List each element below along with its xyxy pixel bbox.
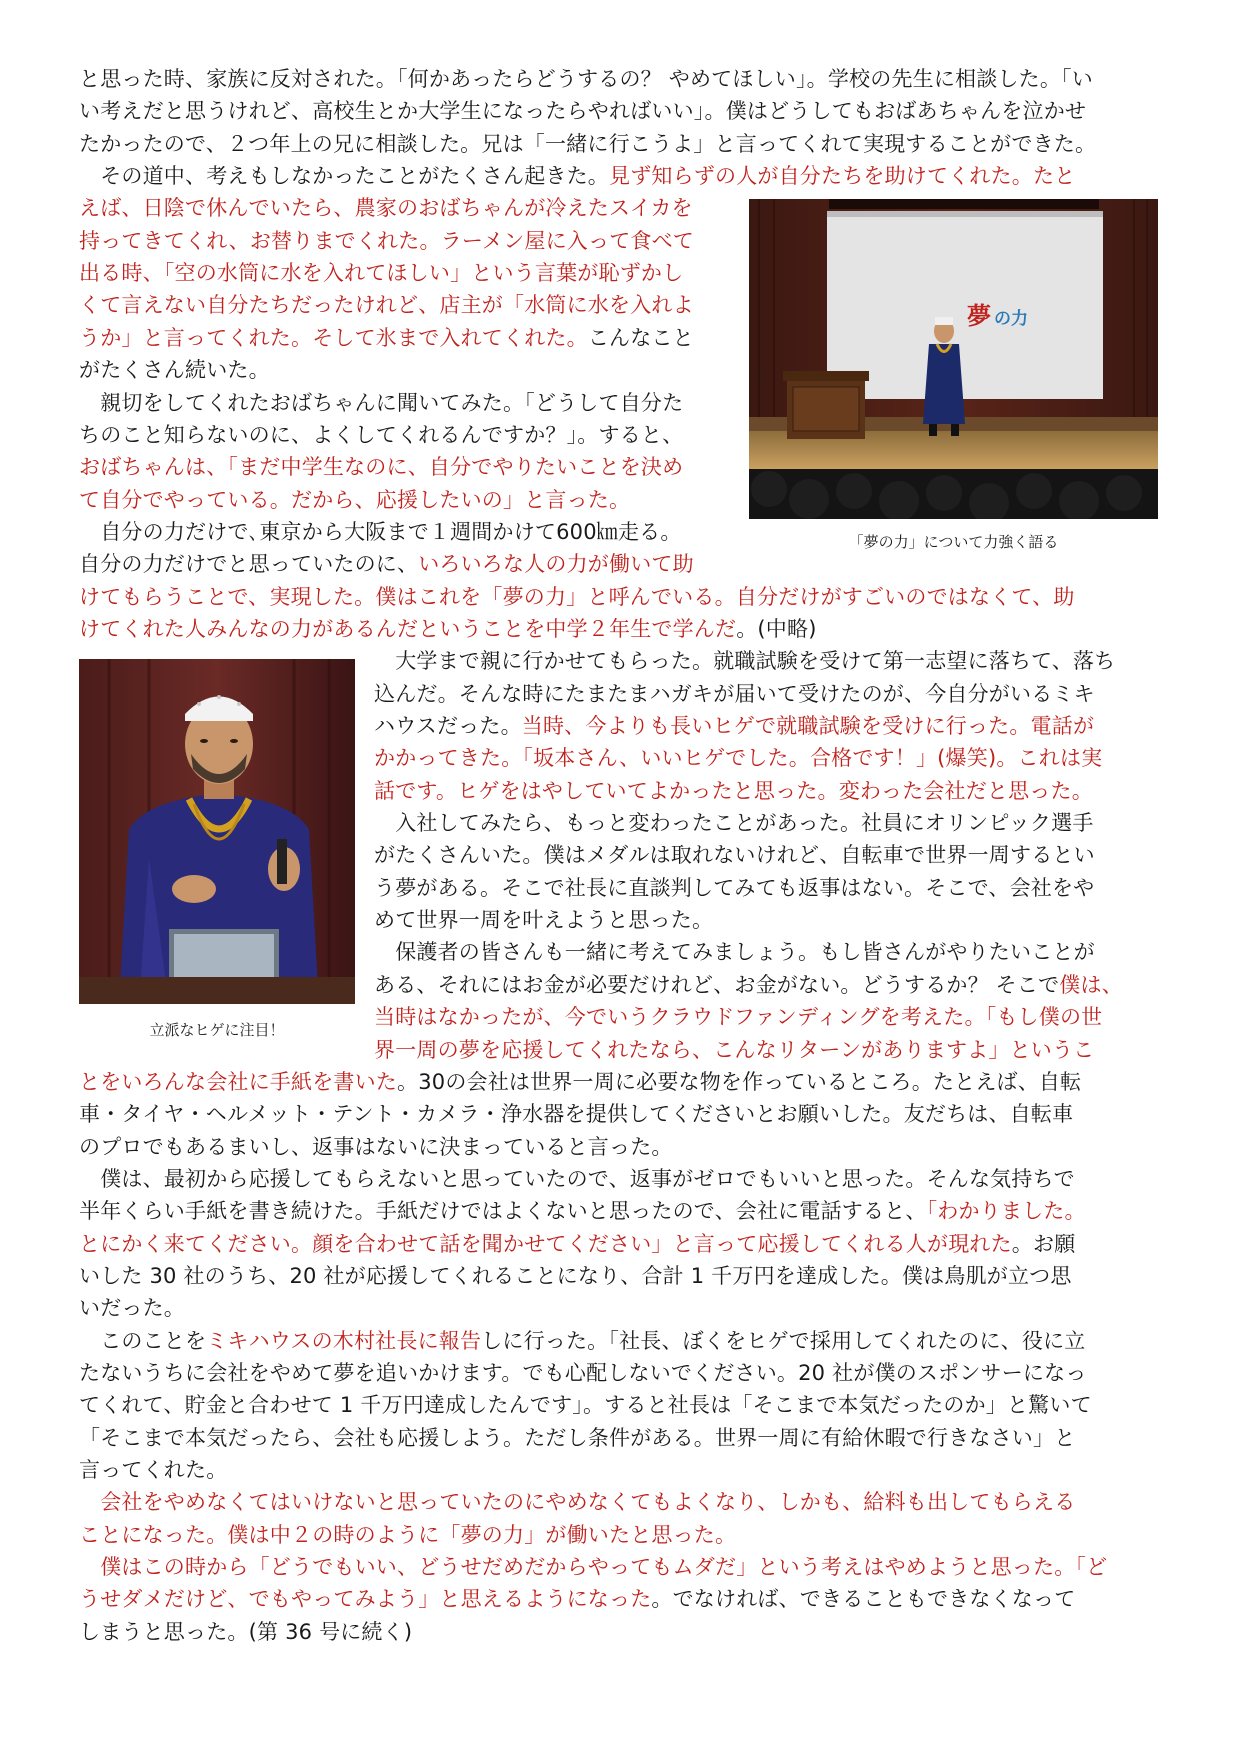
highlighted-text: うせダメだけど、でもやってみよう」と思えるようになった bbox=[79, 1587, 652, 1612]
highlighted-text: ミキハウスの木村社長に報告 bbox=[206, 1328, 482, 1353]
body-text: たないうちに会社をやめて夢を追いかけます。でも心配しないでください。20 社が僕のスポンサーになっ bbox=[79, 1361, 1087, 1385]
body-text: 大学まで親に行かせてもらった。就職試験を受けて第一志望に落ちて、落ち bbox=[374, 649, 1116, 674]
body-text: ある、それにはお金が必要だけれど、お金がない。どうするか？ そこで bbox=[374, 972, 1060, 997]
text-line bbox=[374, 775, 1093, 807]
portrait-photo-caption: 立派なヒゲに注目！ bbox=[149, 1021, 285, 1039]
highlighted-text: ことになった。僕は中２の時のように「夢の力」が働いたと思った。 bbox=[79, 1522, 737, 1547]
highlighted-text: 界一周の夢を応援してくれたなら、こんなリターンがありますよ」というこ bbox=[374, 1037, 1095, 1062]
speaker-portrait-photo bbox=[79, 659, 355, 1004]
text-line bbox=[374, 1034, 1094, 1066]
text-line bbox=[79, 1098, 1073, 1130]
lecture-photo-caption: 「夢の力」について力強く語る bbox=[848, 533, 1059, 551]
body-text: その道中、考えもしなかったことがたくさん起きた。 bbox=[79, 164, 609, 189]
body-text: 「そこまで本気だったら、会社も応援しよう。ただし条件がある。世界一周に有給休暇で行きなさい」と bbox=[79, 1425, 1076, 1450]
body-text: う夢がある。そこで社長に直談判してみても返事はない。そこで、会社をや bbox=[374, 875, 1095, 900]
text-line bbox=[79, 192, 693, 224]
body-text: のプロでもあるまいし、返事はないに決まっていると言った。 bbox=[79, 1134, 673, 1159]
text-line bbox=[79, 516, 682, 548]
highlighted-text: えば、日陰で休んでいたら、農家のおばちゃんが冷えたスイカを bbox=[79, 196, 693, 221]
text-line bbox=[79, 1163, 1075, 1195]
highlighted-text: けてくれた人みんなの力があるんだということを中学２年生で学んだ bbox=[79, 616, 737, 641]
text-line bbox=[79, 1551, 1107, 1583]
text-line bbox=[374, 904, 713, 936]
text-line bbox=[79, 1357, 1087, 1389]
text-line bbox=[374, 710, 1094, 742]
screen-title-power: の力 bbox=[994, 309, 1028, 329]
text-line bbox=[79, 1616, 412, 1648]
text-line bbox=[374, 872, 1094, 904]
body-text: 込んだ。そんな時にたまたまハガキが届いて受けたのが、今自分がいるミキ bbox=[374, 681, 1095, 706]
text-line bbox=[79, 225, 694, 257]
body-text: 自分の力だけでと思っていたのに、 bbox=[79, 552, 419, 577]
highlighted-text: くて言えない自分たちだったけれど、店主が「水筒に水を入れよ bbox=[79, 293, 694, 318]
body-text: がたくさん続いた。 bbox=[79, 358, 270, 383]
body-text: 。30の会社は世界一周に必要な物を作っているところ。たとえば、自転 bbox=[397, 1069, 1082, 1094]
body-text: 。(中略) bbox=[736, 616, 817, 641]
body-text: 自分の力だけで､東京から大阪まで１週間かけて600㎞走る。 bbox=[79, 519, 682, 544]
highlighted-text: 持ってきてくれ、お替りまでくれた。ラーメン屋に入って食べて bbox=[79, 228, 695, 253]
text-line bbox=[374, 1001, 1102, 1033]
body-text: こんなこと bbox=[587, 325, 694, 350]
text-line bbox=[374, 839, 1095, 871]
text-line bbox=[79, 1325, 1085, 1357]
body-text: 入社してみたら、もっと変わったことがあった。社員にオリンピック選手 bbox=[374, 811, 1094, 836]
body-text: 親切をしてくれたおばちゃんに聞いてみた。「どうして自分た bbox=[79, 390, 684, 415]
body-text: しまうと思った。(第 36 号に続く) bbox=[79, 1619, 413, 1644]
text-line bbox=[79, 451, 683, 483]
text-line bbox=[79, 1519, 736, 1551]
body-text: 言ってくれた。 bbox=[79, 1458, 228, 1483]
text-line bbox=[374, 742, 1102, 774]
body-text: しに行った。「社長、ぼくをヒゲで採用してくれたのに、役に立 bbox=[481, 1328, 1086, 1353]
highlighted-text: けてもらうことで、実現した。僕はこれを「夢の力」と呼んでいる。自分だけがすごいのではなくて、助 bbox=[79, 584, 1075, 609]
body-text: てくれて、貯金と合わせて 1 千万円達成したんです」。すると社長は「そこまで本気だったのか」と驚いて bbox=[79, 1393, 1092, 1418]
highlighted-text: 僕はこの時から「どうでもいい、どうせだめだからやってもムダだ」という考えはやめようと思った。「ど bbox=[79, 1555, 1108, 1580]
text-line bbox=[79, 581, 1075, 613]
text-line bbox=[79, 128, 1096, 160]
text-line bbox=[374, 936, 1095, 968]
highlighted-text: とにかく来てください。顔を合わせて話を聞かせてください」と言って応援してくれる人が現れた bbox=[79, 1231, 1012, 1256]
highlighted-text: 当時、今よりも長いヒゲで就職試験を受けに行った。電話が bbox=[521, 714, 1095, 738]
text-line bbox=[79, 1454, 227, 1486]
body-text: このことを bbox=[79, 1328, 207, 1353]
text-line bbox=[79, 1066, 1081, 1098]
text-line bbox=[79, 160, 1075, 192]
screen-title-dream: 夢 bbox=[967, 302, 991, 330]
highlighted-text: 話です。ヒゲをはやしていてよかったと思った。変わった会社だと思った。 bbox=[374, 778, 1093, 803]
text-line bbox=[79, 1292, 185, 1324]
highlighted-text: て自分でやっている。だから、応援したいの」と言った。 bbox=[79, 487, 631, 512]
highlighted-text: いろいろな人の力が働いて助 bbox=[418, 552, 694, 577]
highlighted-text: 僕は、 bbox=[1059, 972, 1123, 997]
text-line bbox=[79, 289, 694, 321]
text-line bbox=[79, 322, 694, 354]
body-text: 車・タイヤ・ヘルメット・テント・カメラ・浄水器を提供してくださいとお願いした。友だちは、自転車 bbox=[79, 1102, 1074, 1127]
body-text: 。でなければ、できることもできなくなって bbox=[651, 1587, 1076, 1612]
body-text: いだった。 bbox=[79, 1296, 185, 1321]
highlighted-text: とをいろんな会社に手紙を書いた bbox=[79, 1069, 397, 1094]
text-line bbox=[79, 548, 694, 580]
body-text: 僕は、最初から応援してもらえないと思っていたので、返事がゼロでもいいと思った。そんな気持ちで bbox=[79, 1166, 1075, 1191]
highlighted-text: 当時はなかったが、今でいうクラウドファンディングを考えた。「もし僕の世 bbox=[374, 1005, 1103, 1030]
text-line bbox=[79, 1422, 1075, 1454]
text-line bbox=[79, 354, 270, 386]
highlighted-text: 「わかりました。 bbox=[926, 1199, 1086, 1224]
text-line bbox=[79, 613, 817, 645]
lecture-stage-illustration bbox=[749, 199, 1158, 519]
text-line bbox=[374, 678, 1095, 710]
body-text: と思った時、家族に反対された。「何かあったらどうするの？ やめてほしい」。学校の先生に相談した。「い bbox=[79, 67, 1093, 91]
highlighted-text: 出る時、「空の水筒に水を入れてほしい」という言葉が恥ずかし bbox=[79, 261, 684, 286]
text-line bbox=[79, 1228, 1075, 1260]
speaker-portrait-illustration bbox=[79, 659, 355, 1004]
body-text: がたくさんいた。僕はメダルは取れないけれど、自転車で世界一周するとい bbox=[374, 843, 1095, 868]
text-line bbox=[79, 1389, 1092, 1421]
text-line bbox=[79, 1131, 673, 1163]
text-line bbox=[79, 419, 683, 451]
body-text: めて世界一周を叶えようと思った。 bbox=[374, 908, 714, 933]
body-text: 。お願 bbox=[1011, 1231, 1076, 1256]
text-line bbox=[79, 387, 683, 419]
text-line bbox=[79, 1260, 1072, 1292]
text-line bbox=[79, 1486, 1075, 1518]
text-line bbox=[374, 969, 1123, 1001]
highlighted-text: 会社をやめなくてはいけないと思っていたのにやめなくてもよくなり、しかも、給料も出してもらえる bbox=[79, 1490, 1076, 1515]
text-line bbox=[374, 807, 1094, 839]
highlighted-text: おばちゃんは、「まだ中学生なのに、自分でやりたいことを決め bbox=[79, 455, 684, 480]
body-text: ハウスだった。 bbox=[374, 714, 522, 738]
body-text: 保護者の皆さんも一緒に考えてみましょう。もし皆さんがやりたいことが bbox=[374, 940, 1095, 965]
text-line bbox=[374, 645, 1115, 677]
highlighted-text: 見ず知らずの人が自分たちを助けてくれた。たと bbox=[609, 164, 1076, 189]
text-line bbox=[79, 1195, 1086, 1227]
text-line bbox=[79, 95, 1086, 127]
text-line bbox=[79, 63, 1093, 95]
body-text: い考えだと思うけれど、高校生とか大学生になったらやればいい」。僕はどうしてもおばあちゃんを泣かせ bbox=[79, 99, 1087, 124]
text-line bbox=[79, 484, 630, 516]
lecture-stage-photo bbox=[749, 199, 1158, 519]
body-text: 半年くらい手紙を書き続けた。手紙だけではよくないと思ったので、会社に電話すると、 bbox=[79, 1199, 927, 1224]
text-line bbox=[79, 257, 683, 289]
highlighted-text: かかってきた。「坂本さん、いいヒゲでした。合格です！」(爆笑)。これは実 bbox=[374, 746, 1103, 771]
text-line bbox=[79, 1583, 1075, 1615]
highlighted-text: うか」と言ってくれた。そして氷まで入れてくれた。 bbox=[79, 325, 588, 350]
body-text: いした 30 社のうち、20 社が応援してくれることになり、合計 1 千万円を達成した。僕は鳥肌が立つ思 bbox=[79, 1263, 1072, 1288]
body-text: たかったので、２つ年上の兄に相談した。兄は「一緒に行こうよ」と言ってくれて実現することができた。 bbox=[79, 131, 1097, 156]
body-text: ちのこと知らないのに、よくしてくれるんですか？」。すると、 bbox=[79, 422, 684, 447]
